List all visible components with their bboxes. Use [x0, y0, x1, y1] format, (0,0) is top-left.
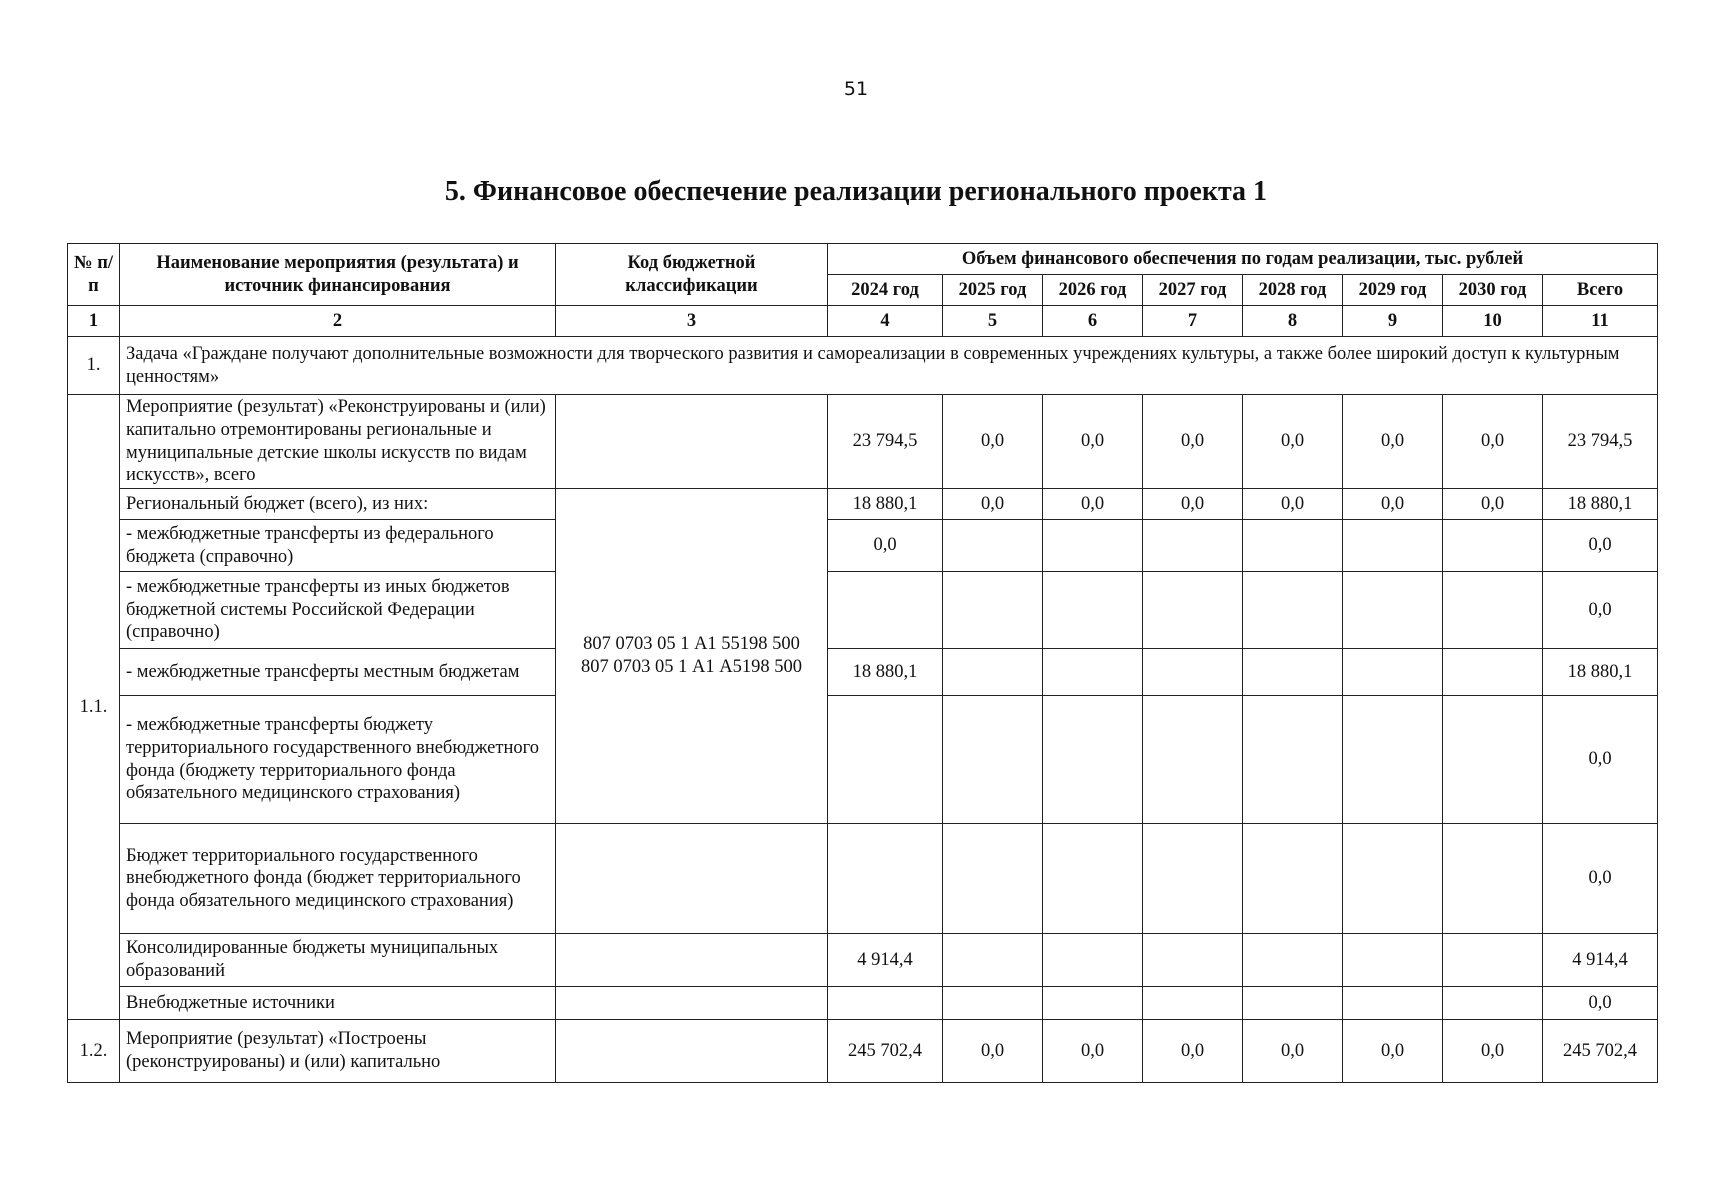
value-cell [1043, 696, 1143, 824]
value-cell [1143, 649, 1243, 696]
table-row [68, 649, 1658, 696]
total-cell: 4 914,4 [1543, 934, 1658, 987]
value-cell [1443, 824, 1543, 934]
value-cell: 0,0 [1343, 1020, 1443, 1083]
table-row [68, 395, 1658, 489]
col-number: 3 [556, 306, 828, 337]
item-num: 1.1. [68, 395, 120, 1020]
value-cell: 0,0 [943, 489, 1043, 520]
header-volume: Объем финансового обеспечения по годам реализации, тыс. рублей [828, 244, 1658, 275]
header-year: 2024 год [828, 275, 943, 306]
value-cell [943, 520, 1043, 572]
table-row [68, 572, 1658, 649]
value-cell [1443, 934, 1543, 987]
value-cell [1343, 696, 1443, 824]
value-cell: 0,0 [1243, 395, 1343, 489]
value-cell [1343, 520, 1443, 572]
value-cell: 0,0 [1343, 395, 1443, 489]
value-cell [1243, 934, 1343, 987]
value-cell [943, 824, 1043, 934]
col-number: 5 [943, 306, 1043, 337]
row-name: - межбюджетные трансферты из иных бюджетов бюджетной системы Российской Федерации (справочно) [120, 572, 556, 649]
col-number: 4 [828, 306, 943, 337]
total-cell: 0,0 [1543, 520, 1658, 572]
total-cell: 0,0 [1543, 987, 1658, 1020]
header-year: 2029 год [1343, 275, 1443, 306]
value-cell: 4 914,4 [828, 934, 943, 987]
value-cell [1143, 824, 1243, 934]
value-cell: 18 880,1 [828, 489, 943, 520]
value-cell [943, 572, 1043, 649]
value-cell [1043, 572, 1143, 649]
value-cell: 0,0 [1443, 395, 1543, 489]
page-number: 51 [843, 78, 869, 100]
col-number: 9 [1343, 306, 1443, 337]
value-cell: 0,0 [1143, 489, 1243, 520]
table-row [68, 489, 1658, 520]
row-name: Мероприятие (результат) «Реконструированы и (или) капитально отремонтированы региональные и муниципальные детские школы искусств по видам искусств», всего [120, 395, 556, 489]
value-cell: 0,0 [1443, 489, 1543, 520]
table-row [68, 934, 1658, 987]
col-number: 8 [1243, 306, 1343, 337]
header-num: № п/п [68, 244, 120, 306]
total-cell: 18 880,1 [1543, 489, 1658, 520]
value-cell [1043, 649, 1143, 696]
col-number: 10 [1443, 306, 1543, 337]
value-cell [1243, 824, 1343, 934]
value-cell: 0,0 [1443, 1020, 1543, 1083]
value-cell: 0,0 [828, 520, 943, 572]
header-year: 2028 год [1243, 275, 1343, 306]
value-cell: 0,0 [943, 1020, 1043, 1083]
code-cell-empty [556, 1020, 828, 1083]
value-cell [1143, 520, 1243, 572]
value-cell [1243, 572, 1343, 649]
total-cell: 23 794,5 [1543, 395, 1658, 489]
value-cell [1243, 696, 1343, 824]
value-cell: 0,0 [1143, 1020, 1243, 1083]
row-name: - межбюджетные трансферты местным бюджетам [120, 649, 556, 696]
row-name: Внебюджетные источники [120, 987, 556, 1020]
col-number: 1 [68, 306, 120, 337]
value-cell [828, 824, 943, 934]
code-cell-empty [556, 987, 828, 1020]
value-cell [828, 696, 943, 824]
document-title: 5. Финансовое обеспечение реализации регионального проекта 1 [444, 176, 1268, 207]
header-name: Наименование мероприятия (результата) и источник финансирования [120, 244, 556, 306]
header-year: 2027 год [1143, 275, 1243, 306]
task-text: Задача «Граждане получают дополнительные возможности для творческого развития и самореализации в современных учреждениях культуры, а также более широкий доступ к культурным ценностям» [120, 337, 1658, 395]
value-cell [1443, 987, 1543, 1020]
value-cell [943, 934, 1043, 987]
code-cell-empty [556, 395, 828, 489]
value-cell [1443, 649, 1543, 696]
code-cell-empty [556, 824, 828, 934]
value-cell [1143, 572, 1243, 649]
value-cell [1243, 987, 1343, 1020]
value-cell [1043, 934, 1143, 987]
value-cell [1243, 520, 1343, 572]
value-cell [1443, 696, 1543, 824]
value-cell [1343, 987, 1443, 1020]
financing-table [67, 243, 1658, 1083]
task-num: 1. [68, 337, 120, 395]
table-row [68, 520, 1658, 572]
row-name: Бюджет территориального государственного внебюджетного фонда (бюджет территориального фонда обязательного медицинского страхования) [120, 824, 556, 934]
total-cell: 0,0 [1543, 696, 1658, 824]
budget-code: 807 0703 05 1 А1 55198 500 807 0703 05 1 А1 А5198 500 [556, 489, 828, 824]
col-number: 11 [1543, 306, 1658, 337]
table-row [68, 824, 1658, 934]
value-cell: 23 794,5 [828, 395, 943, 489]
col-number: 6 [1043, 306, 1143, 337]
table-row [68, 696, 1658, 824]
value-cell [1143, 934, 1243, 987]
col-number: 2 [120, 306, 556, 337]
row-name: - межбюджетные трансферты из федерального бюджета (справочно) [120, 520, 556, 572]
value-cell [828, 987, 943, 1020]
header-year: 2026 год [1043, 275, 1143, 306]
value-cell: 0,0 [1143, 395, 1243, 489]
value-cell: 0,0 [943, 395, 1043, 489]
task-row [68, 337, 1658, 395]
value-cell: 0,0 [1243, 489, 1343, 520]
header-year: 2025 год [943, 275, 1043, 306]
table-row [68, 987, 1658, 1020]
value-cell: 245 702,4 [828, 1020, 943, 1083]
total-cell: 245 702,4 [1543, 1020, 1658, 1083]
value-cell [1443, 520, 1543, 572]
col-number: 7 [1143, 306, 1243, 337]
item-num: 1.2. [68, 1020, 120, 1083]
header-total: Всего [1543, 275, 1658, 306]
code-cell-empty [556, 934, 828, 987]
header-year: 2030 год [1443, 275, 1543, 306]
value-cell [1143, 987, 1243, 1020]
value-cell [943, 649, 1043, 696]
total-cell: 0,0 [1543, 572, 1658, 649]
table-row [68, 1020, 1658, 1083]
value-cell: 0,0 [1343, 489, 1443, 520]
value-cell [1443, 572, 1543, 649]
row-name: Мероприятие (результат) «Построены (реконструированы) и (или) капитально [120, 1020, 556, 1083]
row-name: Региональный бюджет (всего), из них: [120, 489, 556, 520]
value-cell: 0,0 [1243, 1020, 1343, 1083]
value-cell: 18 880,1 [828, 649, 943, 696]
value-cell [1343, 824, 1443, 934]
value-cell [1243, 649, 1343, 696]
row-name: - межбюджетные трансферты бюджету территориального государственного внебюджетного фонда (бюджету территориального фонда обязательного медицинского страхования) [120, 696, 556, 824]
value-cell [943, 987, 1043, 1020]
header-code: Код бюджетной классификации [556, 244, 828, 306]
value-cell: 0,0 [1043, 489, 1143, 520]
value-cell: 0,0 [1043, 395, 1143, 489]
value-cell [1343, 649, 1443, 696]
value-cell [1043, 520, 1143, 572]
value-cell: 0,0 [1043, 1020, 1143, 1083]
value-cell [1043, 987, 1143, 1020]
value-cell [943, 696, 1043, 824]
total-cell: 18 880,1 [1543, 649, 1658, 696]
value-cell [1343, 934, 1443, 987]
value-cell [1343, 572, 1443, 649]
row-name: Консолидированные бюджеты муниципальных образований [120, 934, 556, 987]
value-cell [1143, 696, 1243, 824]
total-cell: 0,0 [1543, 824, 1658, 934]
value-cell [1043, 824, 1143, 934]
value-cell [828, 572, 943, 649]
